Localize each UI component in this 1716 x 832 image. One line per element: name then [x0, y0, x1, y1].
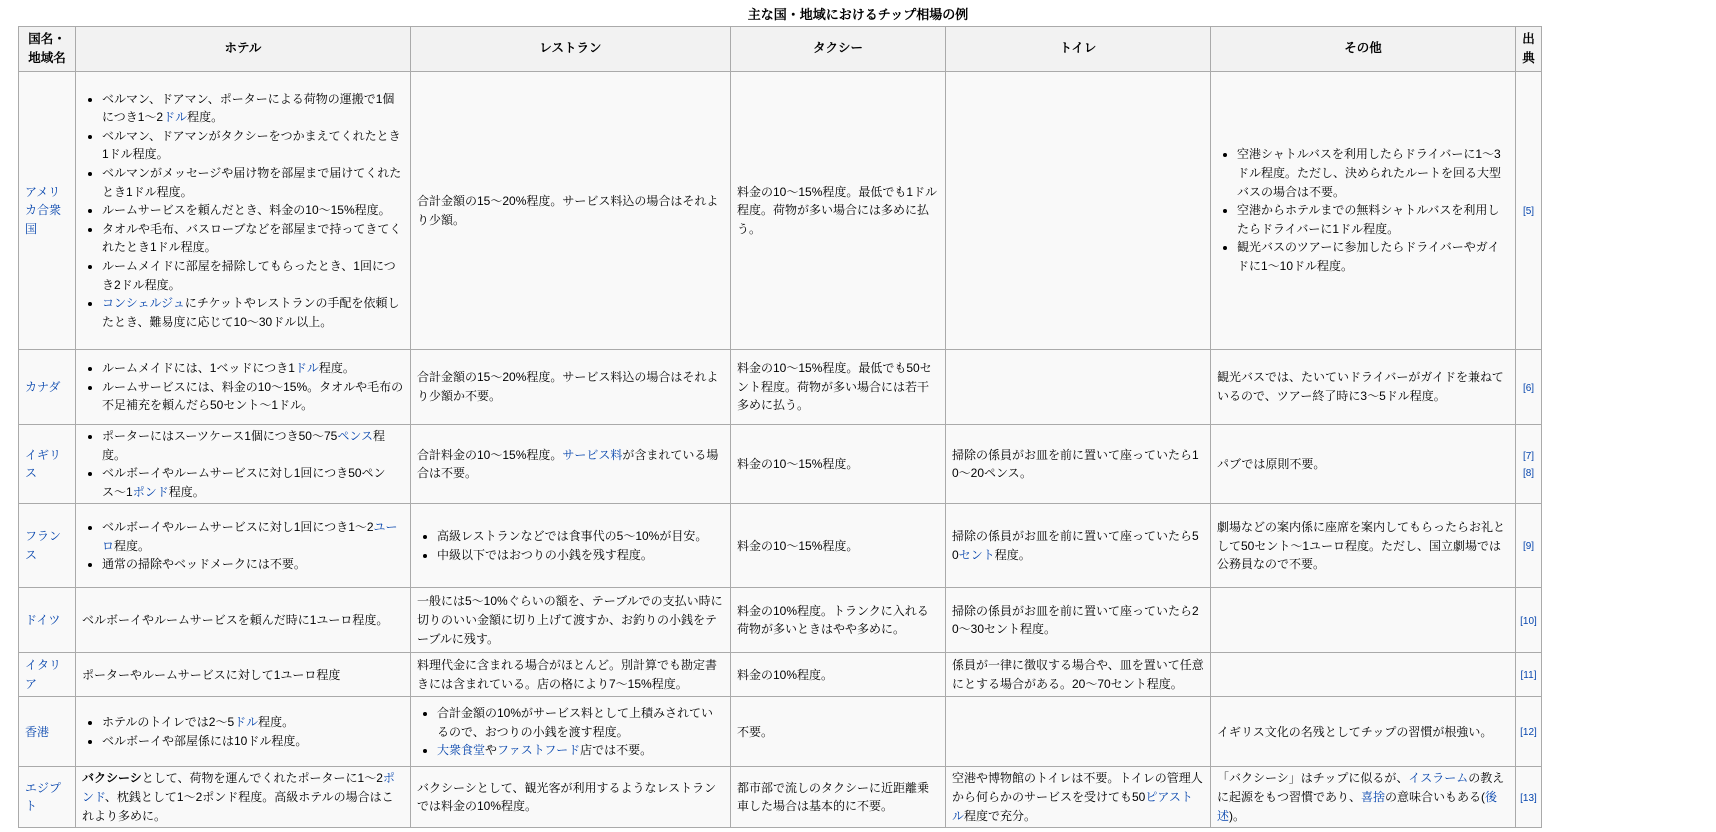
- list-item: [102, 732, 404, 751]
- cell-restaurant: [411, 697, 731, 767]
- list-item: [1237, 238, 1509, 275]
- reference-link[interactable]: [10]: [1520, 615, 1537, 627]
- cell-restaurant: [411, 767, 731, 828]
- text-segment: ベルマンがメッセージや届け物を部屋まで届けてくれたとき1ドル程度。: [102, 166, 402, 199]
- cell-other: [1211, 504, 1516, 588]
- text-segment: 空港や博物館のトイレは不要。トイレの管理人から何らかのサービスを受けても50: [952, 771, 1203, 804]
- text-segment: 料金の10%程度。トランクに入れる荷物が多いときはやや多めに。: [737, 603, 929, 637]
- table-row: [19, 697, 1542, 767]
- reference-link[interactable]: [8]: [1522, 468, 1535, 480]
- country-link[interactable]: エジプト: [25, 780, 62, 814]
- cell-other: [1211, 588, 1516, 653]
- wiki-link[interactable]: ポンド: [132, 484, 169, 499]
- cell-other: [1211, 425, 1516, 504]
- cell-reference: [1516, 425, 1542, 504]
- list-item: [102, 555, 404, 574]
- text-segment: 程度。: [102, 429, 385, 462]
- table-caption: 主な国・地域におけるチップ相場の例: [747, 7, 969, 22]
- cell-restaurant: [411, 653, 731, 697]
- text-segment: 観光バスでは、たいていドライバーがガイドを兼ねているので、ツアー終了時に3〜5ドル程度。: [1217, 370, 1504, 403]
- country-link[interactable]: アメリカ合衆国: [25, 184, 62, 236]
- text-segment: にチケットやレストランの手配を依頼したとき、難易度に応じて10〜30ドル以上。: [102, 296, 400, 329]
- cell-reference: [1516, 72, 1542, 350]
- column-header-1: ホテル: [76, 27, 411, 72]
- bullet-list: [102, 427, 404, 501]
- text-segment: として、荷物を運んでくれたポーターに1〜2: [141, 771, 383, 786]
- reference-line: [1517, 202, 1540, 219]
- list-item: [102, 378, 404, 415]
- reference-line: [1517, 447, 1540, 464]
- tipping-table: [18, 26, 1542, 828]
- table-row: [19, 767, 1542, 828]
- text-segment: 掃除の係員がお皿を前に置いて座っていたら50: [952, 529, 1199, 562]
- reference-line: [1517, 789, 1540, 806]
- list-item: [102, 294, 404, 331]
- country-link[interactable]: カナダ: [25, 379, 61, 394]
- cell-toilet: [946, 767, 1211, 828]
- wiki-link[interactable]: 後述: [1217, 789, 1498, 823]
- column-header-4: トイレ: [946, 27, 1211, 72]
- text-segment: 程度。: [994, 547, 1031, 562]
- wiki-link[interactable]: ペンス: [337, 429, 373, 443]
- wiki-link[interactable]: ポンド: [82, 771, 395, 804]
- text-segment: 観光バスのツアーに参加したらドライバーやガイドに1〜10ドル程度。: [1237, 240, 1500, 273]
- text-segment: 程度で充分。: [964, 808, 1037, 823]
- cell-country: [19, 425, 76, 504]
- cell-taxi: [731, 72, 946, 350]
- cell-other: [1211, 350, 1516, 425]
- cell-reference: [1516, 653, 1542, 697]
- cell-reference: [1516, 588, 1542, 653]
- cell-country: [19, 767, 76, 828]
- list-item: [102, 90, 404, 127]
- text-segment: バクシーシ: [82, 771, 142, 786]
- column-header-2: レストラン: [411, 27, 731, 72]
- list-item: [102, 257, 404, 294]
- text-segment: の教えに起源をもつ習慣であり、: [1217, 771, 1505, 804]
- wiki-link[interactable]: ピアストル: [952, 789, 1193, 823]
- reference-line: [1517, 723, 1540, 740]
- list-item: [437, 704, 724, 741]
- text-segment: の意味合いもある(: [1385, 789, 1486, 804]
- cell-country: [19, 350, 76, 425]
- reference-line: [1517, 379, 1540, 396]
- list-item: [437, 546, 724, 565]
- cell-hotel: [76, 588, 411, 653]
- wiki-link[interactable]: 大衆食堂: [437, 743, 486, 758]
- text-segment: 掃除の係員がお皿を前に置いて座っていたら10〜20ペンス。: [952, 447, 1199, 481]
- text-segment: 合計金額の15〜20%程度。サービス料込の場合はそれより少額。: [417, 193, 719, 227]
- text-segment: 程度。: [168, 484, 205, 499]
- reference-line: [1517, 537, 1540, 554]
- cell-restaurant: [411, 588, 731, 653]
- bullet-list: [102, 359, 404, 415]
- text-segment: 合計料金の10〜15%程度。: [417, 447, 563, 462]
- wiki-link[interactable]: 喜捨: [1361, 789, 1386, 804]
- cell-country: [19, 653, 76, 697]
- reference-link[interactable]: [7]: [1522, 451, 1535, 463]
- cell-toilet: [946, 425, 1211, 504]
- cell-taxi: [731, 697, 946, 767]
- text-segment: 都市部で流しのタクシーに近距離乗車した場合は基本的に不要。: [737, 780, 930, 814]
- text-segment: 合計金額の10%がサービス料として上積みされているので、おつりの小銭を渡す程度。: [437, 705, 714, 739]
- cell-toilet: [946, 653, 1211, 697]
- list-item: [102, 164, 404, 201]
- cell-taxi: [731, 588, 946, 653]
- cell-reference: [1516, 504, 1542, 588]
- text-segment: 中級以下ではおつりの小銭を残す程度。: [437, 547, 653, 562]
- table-row: [19, 504, 1542, 588]
- country-link[interactable]: イタリア: [25, 658, 62, 691]
- text-segment: 程度。: [258, 715, 295, 730]
- cell-hotel: [76, 504, 411, 588]
- wiki-link[interactable]: ドル: [294, 361, 319, 376]
- country-link[interactable]: フランス: [25, 529, 62, 562]
- cell-country: [19, 697, 76, 767]
- cell-hotel: [76, 653, 411, 697]
- table-row: [19, 653, 1542, 697]
- wiki-link[interactable]: コンシェルジュ: [102, 296, 185, 311]
- text-segment: 店では不要。: [580, 743, 653, 758]
- cell-toilet: [946, 72, 1211, 350]
- text-segment: 「バクシーシ」はチップに似るが、: [1217, 771, 1409, 786]
- reference-link[interactable]: [12]: [1520, 727, 1537, 739]
- country-link[interactable]: イギリス: [25, 447, 62, 481]
- wiki-link[interactable]: セント: [958, 547, 995, 562]
- cell-reference: [1516, 697, 1542, 767]
- cell-country: [19, 588, 76, 653]
- cell-taxi: [731, 653, 946, 697]
- cell-restaurant: [411, 72, 731, 350]
- list-item: [102, 464, 404, 501]
- table-row: [19, 350, 1542, 425]
- cell-hotel: [76, 697, 411, 767]
- text-segment: ベルマン、ドアマン、ポーターによる荷物の運搬で1個につき1〜2: [102, 91, 395, 125]
- reference-link[interactable]: [6]: [1522, 382, 1535, 394]
- text-segment: が含まれている場合は不要。: [417, 447, 719, 481]
- reference-line: [1517, 612, 1540, 629]
- reference-link[interactable]: [13]: [1520, 792, 1537, 804]
- text-segment: ルームサービスを頼んだとき、料金の10〜15%程度。: [102, 203, 391, 218]
- cell-other: [1211, 697, 1516, 767]
- cell-taxi: [731, 767, 946, 828]
- text-segment: ポーターにはスーツケース1個につき50〜75: [102, 429, 338, 443]
- text-segment: ベルマン、ドアマンがタクシーをつかまえてくれたとき1ドル程度。: [102, 128, 401, 162]
- text-segment: 料金の10〜15%程度。: [737, 538, 859, 553]
- text-segment: 劇場などの案内係に座席を案内してもらったらお礼として50セント〜1ユーロ程度。ただし、国立劇場では公務員なので不要。: [1217, 519, 1506, 572]
- list-item: [102, 201, 404, 220]
- text-segment: 料金の10〜15%程度。: [737, 456, 859, 471]
- text-segment: イギリス文化の名残としてチップの習慣が根強い。: [1217, 724, 1493, 739]
- list-item: [437, 741, 724, 760]
- country-link[interactable]: 香港: [25, 724, 50, 739]
- text-segment: ルームメイドには、1ベッドにつき1: [102, 361, 295, 376]
- reference-line: [1517, 464, 1540, 481]
- text-segment: ベルボーイやルームサービスに対し1回につき50ペンス〜1: [102, 466, 386, 499]
- text-segment: 高級レストランなどでは食事代の5〜10%が目安。: [437, 529, 708, 544]
- text-segment: ベルボーイや部屋係には10ドル程度。: [102, 733, 308, 748]
- cell-hotel: [76, 425, 411, 504]
- bullet-list: [437, 704, 724, 760]
- table-row: [19, 588, 1542, 653]
- reference-link[interactable]: [5]: [1522, 206, 1535, 217]
- text-segment: 料金の10%程度。: [737, 667, 834, 682]
- column-header-6: 出典: [1516, 27, 1542, 72]
- country-link[interactable]: ドイツ: [25, 613, 61, 628]
- list-item: [1237, 201, 1509, 238]
- cell-restaurant: [411, 350, 731, 425]
- list-item: [102, 220, 404, 257]
- wiki-link[interactable]: ドル: [234, 715, 259, 730]
- cell-hotel: [76, 350, 411, 425]
- text-segment: 、枕銭として1〜2ポンド程度。高級ホテルの場合はこれより多めに。: [82, 789, 394, 823]
- cell-restaurant: [411, 504, 731, 588]
- cell-toilet: [946, 504, 1211, 588]
- cell-toilet: [946, 588, 1211, 653]
- cell-other: [1211, 72, 1516, 350]
- text-segment: ルームメイドに部屋を掃除してもらったとき、1回につき2ドル程度。: [102, 258, 396, 292]
- text-segment: 空港からホテルまでの無料シャトルバスを利用したらドライバーに1ドル程度。: [1237, 203, 1500, 236]
- cell-other: [1211, 653, 1516, 697]
- cell-reference: [1516, 350, 1542, 425]
- column-header-0: 国名・地域名: [19, 27, 76, 72]
- cell-reference: [1516, 767, 1542, 828]
- text-segment: や: [485, 743, 498, 758]
- text-segment: 通常の掃除やベッドメークには不要。: [102, 557, 306, 572]
- cell-hotel: [76, 767, 411, 828]
- list-item: [1237, 145, 1509, 201]
- text-segment: 程度。: [318, 361, 355, 376]
- text-segment: )。: [1229, 808, 1246, 823]
- text-segment: 料理代金に含まれる場合がほとんど。別計算でも勘定書きには含まれている。店の格により7〜15%程度。: [417, 658, 718, 691]
- table-row: [19, 72, 1542, 350]
- text-segment: パブでは原則不要。: [1217, 456, 1326, 471]
- cell-hotel: [76, 72, 411, 350]
- text-segment: ルームサービスには、料金の10〜15%。タオルや毛布の不足補充を頼んだら50セント〜1ドル。: [102, 379, 404, 413]
- cell-taxi: [731, 425, 946, 504]
- text-segment: ベルボーイやルームサービスを頼んだ時に1ユーロ程度。: [82, 613, 389, 628]
- cell-restaurant: [411, 425, 731, 504]
- wiki-link[interactable]: ユーロ: [102, 519, 398, 553]
- cell-taxi: [731, 350, 946, 425]
- table-row: [19, 425, 1542, 504]
- text-segment: 料金の10〜15%程度。最低でも1ドル程度。荷物が多い場合には多めに払う。: [737, 184, 938, 236]
- list-item: [102, 127, 404, 164]
- text-segment: 程度。: [187, 110, 224, 125]
- text-segment: 係員が一律に徴収する場合や、皿を置いて任意にとする場合がある。20〜70セント程度。: [952, 658, 1204, 691]
- wiki-link[interactable]: イスラーム: [1408, 771, 1469, 786]
- cell-other: [1211, 767, 1516, 828]
- text-segment: 合計金額の15〜20%程度。サービス料込の場合はそれより少額か不要。: [417, 370, 719, 403]
- cell-country: [19, 504, 76, 588]
- text-segment: 空港シャトルバスを利用したらドライバーに1〜3ドル程度。ただし、決められたルートを回る大型バスの場合は不要。: [1237, 147, 1502, 199]
- bullet-list: [102, 518, 404, 574]
- cell-toilet: [946, 697, 1211, 767]
- cell-country: [19, 72, 76, 350]
- wiki-link[interactable]: ファストフード: [497, 743, 581, 758]
- cell-taxi: [731, 504, 946, 588]
- wiki-link[interactable]: ドル: [163, 110, 188, 125]
- table-body: [19, 72, 1542, 828]
- bullet-list: [1237, 145, 1509, 275]
- text-segment: 一般には5〜10%ぐらいの額を、テーブルでの支払い時に切りのいい金額に切り上げて渡すか、お釣りの小銭をテーブルに残す。: [417, 594, 723, 646]
- wiki-link[interactable]: サービス料: [562, 447, 623, 462]
- cell-toilet: [946, 350, 1211, 425]
- text-segment: 料金の10〜15%程度。最低でも50セント程度。荷物が多い場合には若干多めに払う。: [737, 361, 932, 413]
- header-row: [19, 27, 1542, 72]
- bullet-list: [102, 713, 404, 750]
- column-header-3: タクシー: [731, 27, 946, 72]
- list-item: [102, 518, 404, 555]
- bullet-list: [102, 90, 404, 332]
- list-item: [102, 427, 404, 464]
- list-item: [102, 359, 404, 378]
- column-header-5: その他: [1211, 27, 1516, 72]
- text-segment: ベルボーイやルームサービスに対し1回につき1〜2: [102, 519, 374, 534]
- list-item: [102, 713, 404, 732]
- text-segment: 程度。: [114, 538, 151, 553]
- text-segment: 不要。: [737, 724, 774, 739]
- text-segment: 掃除の係員がお皿を前に置いて座っていたら20〜30セント程度。: [952, 603, 1199, 637]
- text-segment: ポーターやルームサービスに対して1ユーロ程度: [82, 667, 341, 682]
- bullet-list: [437, 527, 724, 564]
- reference-line: [1517, 666, 1540, 683]
- list-item: [437, 527, 724, 546]
- text-segment: バクシーシとして、観光客が利用するようなレストランでは料金の10%程度。: [417, 780, 717, 814]
- reference-link[interactable]: [9]: [1522, 541, 1535, 553]
- text-segment: ホテルのトイレでは2〜5: [102, 715, 235, 730]
- text-segment: タオルや毛布、バスローブなどを部屋まで持ってきてくれたとき1ドル程度。: [102, 221, 402, 255]
- reference-link[interactable]: [11]: [1520, 670, 1537, 682]
